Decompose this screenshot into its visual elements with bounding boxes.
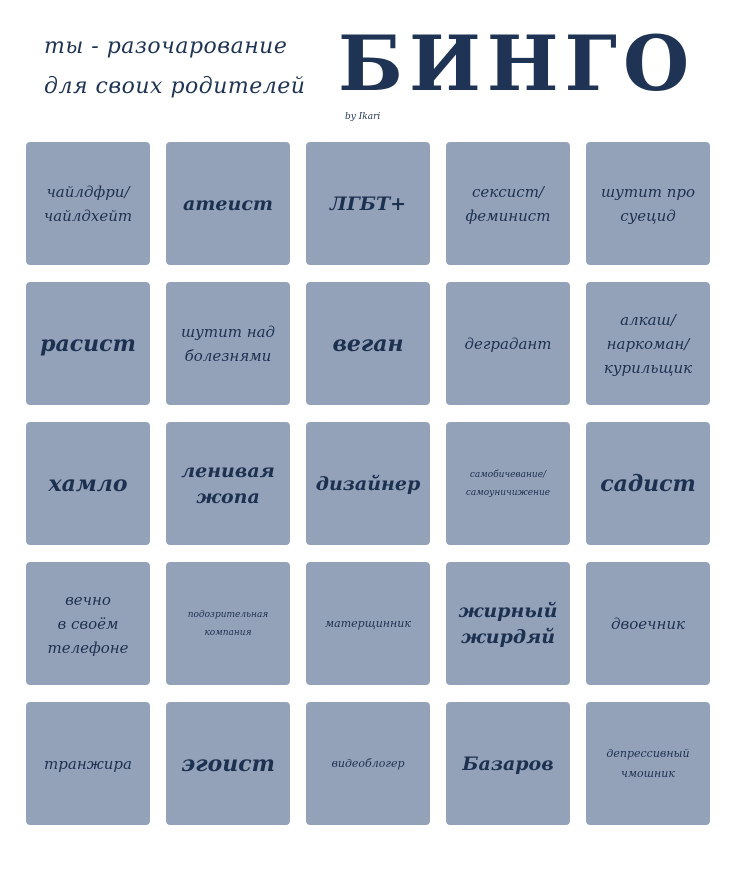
bingo-cell[interactable] bbox=[26, 142, 150, 265]
bingo-cell-label: ленивая жопа bbox=[181, 459, 275, 508]
bingo-cell-label: Базаров bbox=[462, 752, 554, 775]
bingo-cell[interactable] bbox=[586, 282, 710, 405]
bingo-cell[interactable] bbox=[586, 142, 710, 265]
bingo-cell[interactable] bbox=[166, 142, 290, 265]
bingo-cell-label: садист bbox=[600, 470, 696, 497]
bingo-cell-label: шутит над болезнями bbox=[180, 322, 276, 365]
author-credit: by Ikari bbox=[345, 112, 381, 122]
bingo-cell[interactable] bbox=[306, 142, 430, 265]
bingo-cell-label: веган bbox=[332, 330, 404, 357]
header bbox=[0, 0, 736, 130]
bingo-cell[interactable] bbox=[26, 422, 150, 545]
subtitle-line-2: для своих родителей bbox=[44, 74, 306, 99]
bingo-cell-label: вечно в своём телефоне bbox=[47, 590, 129, 657]
bingo-cell-label: жирный жирдяй bbox=[458, 599, 558, 648]
bingo-cell-label: депрессивный чмошник bbox=[606, 746, 690, 780]
bingo-cell-label: самобичевание/ самоуничижение bbox=[465, 469, 551, 498]
bingo-cell[interactable] bbox=[446, 422, 570, 545]
bingo-cell[interactable] bbox=[166, 282, 290, 405]
bingo-cell-label: сексист/ феминист bbox=[465, 182, 551, 225]
bingo-cell[interactable] bbox=[26, 282, 150, 405]
bingo-cell[interactable] bbox=[306, 282, 430, 405]
bingo-cell-label: видеоблогер bbox=[331, 756, 405, 770]
bingo-cell-label: двоечник bbox=[611, 614, 685, 633]
bingo-cell-label: хамло bbox=[48, 470, 128, 497]
subtitle-line-1: ты - разочарование bbox=[44, 34, 288, 59]
bingo-grid bbox=[26, 142, 710, 825]
bingo-cell[interactable] bbox=[446, 702, 570, 825]
bingo-cell-label: чайлдфри/ чайлдхейт bbox=[43, 182, 133, 225]
bingo-cell[interactable] bbox=[446, 282, 570, 405]
bingo-cell-label: шутит про суецид bbox=[600, 182, 696, 225]
bingo-cell[interactable] bbox=[166, 702, 290, 825]
bingo-cell-label: транжира bbox=[44, 754, 132, 773]
bingo-cell[interactable] bbox=[26, 702, 150, 825]
bingo-cell-label: ЛГБТ+ bbox=[329, 192, 407, 215]
bingo-cell[interactable] bbox=[586, 702, 710, 825]
bingo-cell[interactable] bbox=[306, 562, 430, 685]
bingo-cell[interactable] bbox=[166, 422, 290, 545]
bingo-cell-label: расист bbox=[40, 330, 136, 357]
bingo-cell-label: эгоист bbox=[181, 750, 275, 777]
bingo-cell[interactable] bbox=[446, 562, 570, 685]
page-title: БИНГО bbox=[338, 19, 696, 108]
bingo-cell-label: атеист bbox=[183, 192, 273, 215]
bingo-cell[interactable] bbox=[26, 562, 150, 685]
bingo-cell[interactable] bbox=[586, 422, 710, 545]
bingo-cell[interactable] bbox=[586, 562, 710, 685]
bingo-cell[interactable] bbox=[306, 702, 430, 825]
bingo-cell-label: матерщинник bbox=[325, 616, 411, 630]
bingo-cell[interactable] bbox=[166, 562, 290, 685]
bingo-cell-label: алкаш/ наркоман/ курильщик bbox=[603, 310, 693, 377]
bingo-cell-label: подозрительная компания bbox=[187, 609, 269, 638]
bingo-cell[interactable] bbox=[446, 142, 570, 265]
bingo-cell-label: дизайнер bbox=[315, 472, 421, 495]
bingo-cell-label: деградант bbox=[464, 334, 552, 353]
bingo-cell[interactable] bbox=[306, 422, 430, 545]
